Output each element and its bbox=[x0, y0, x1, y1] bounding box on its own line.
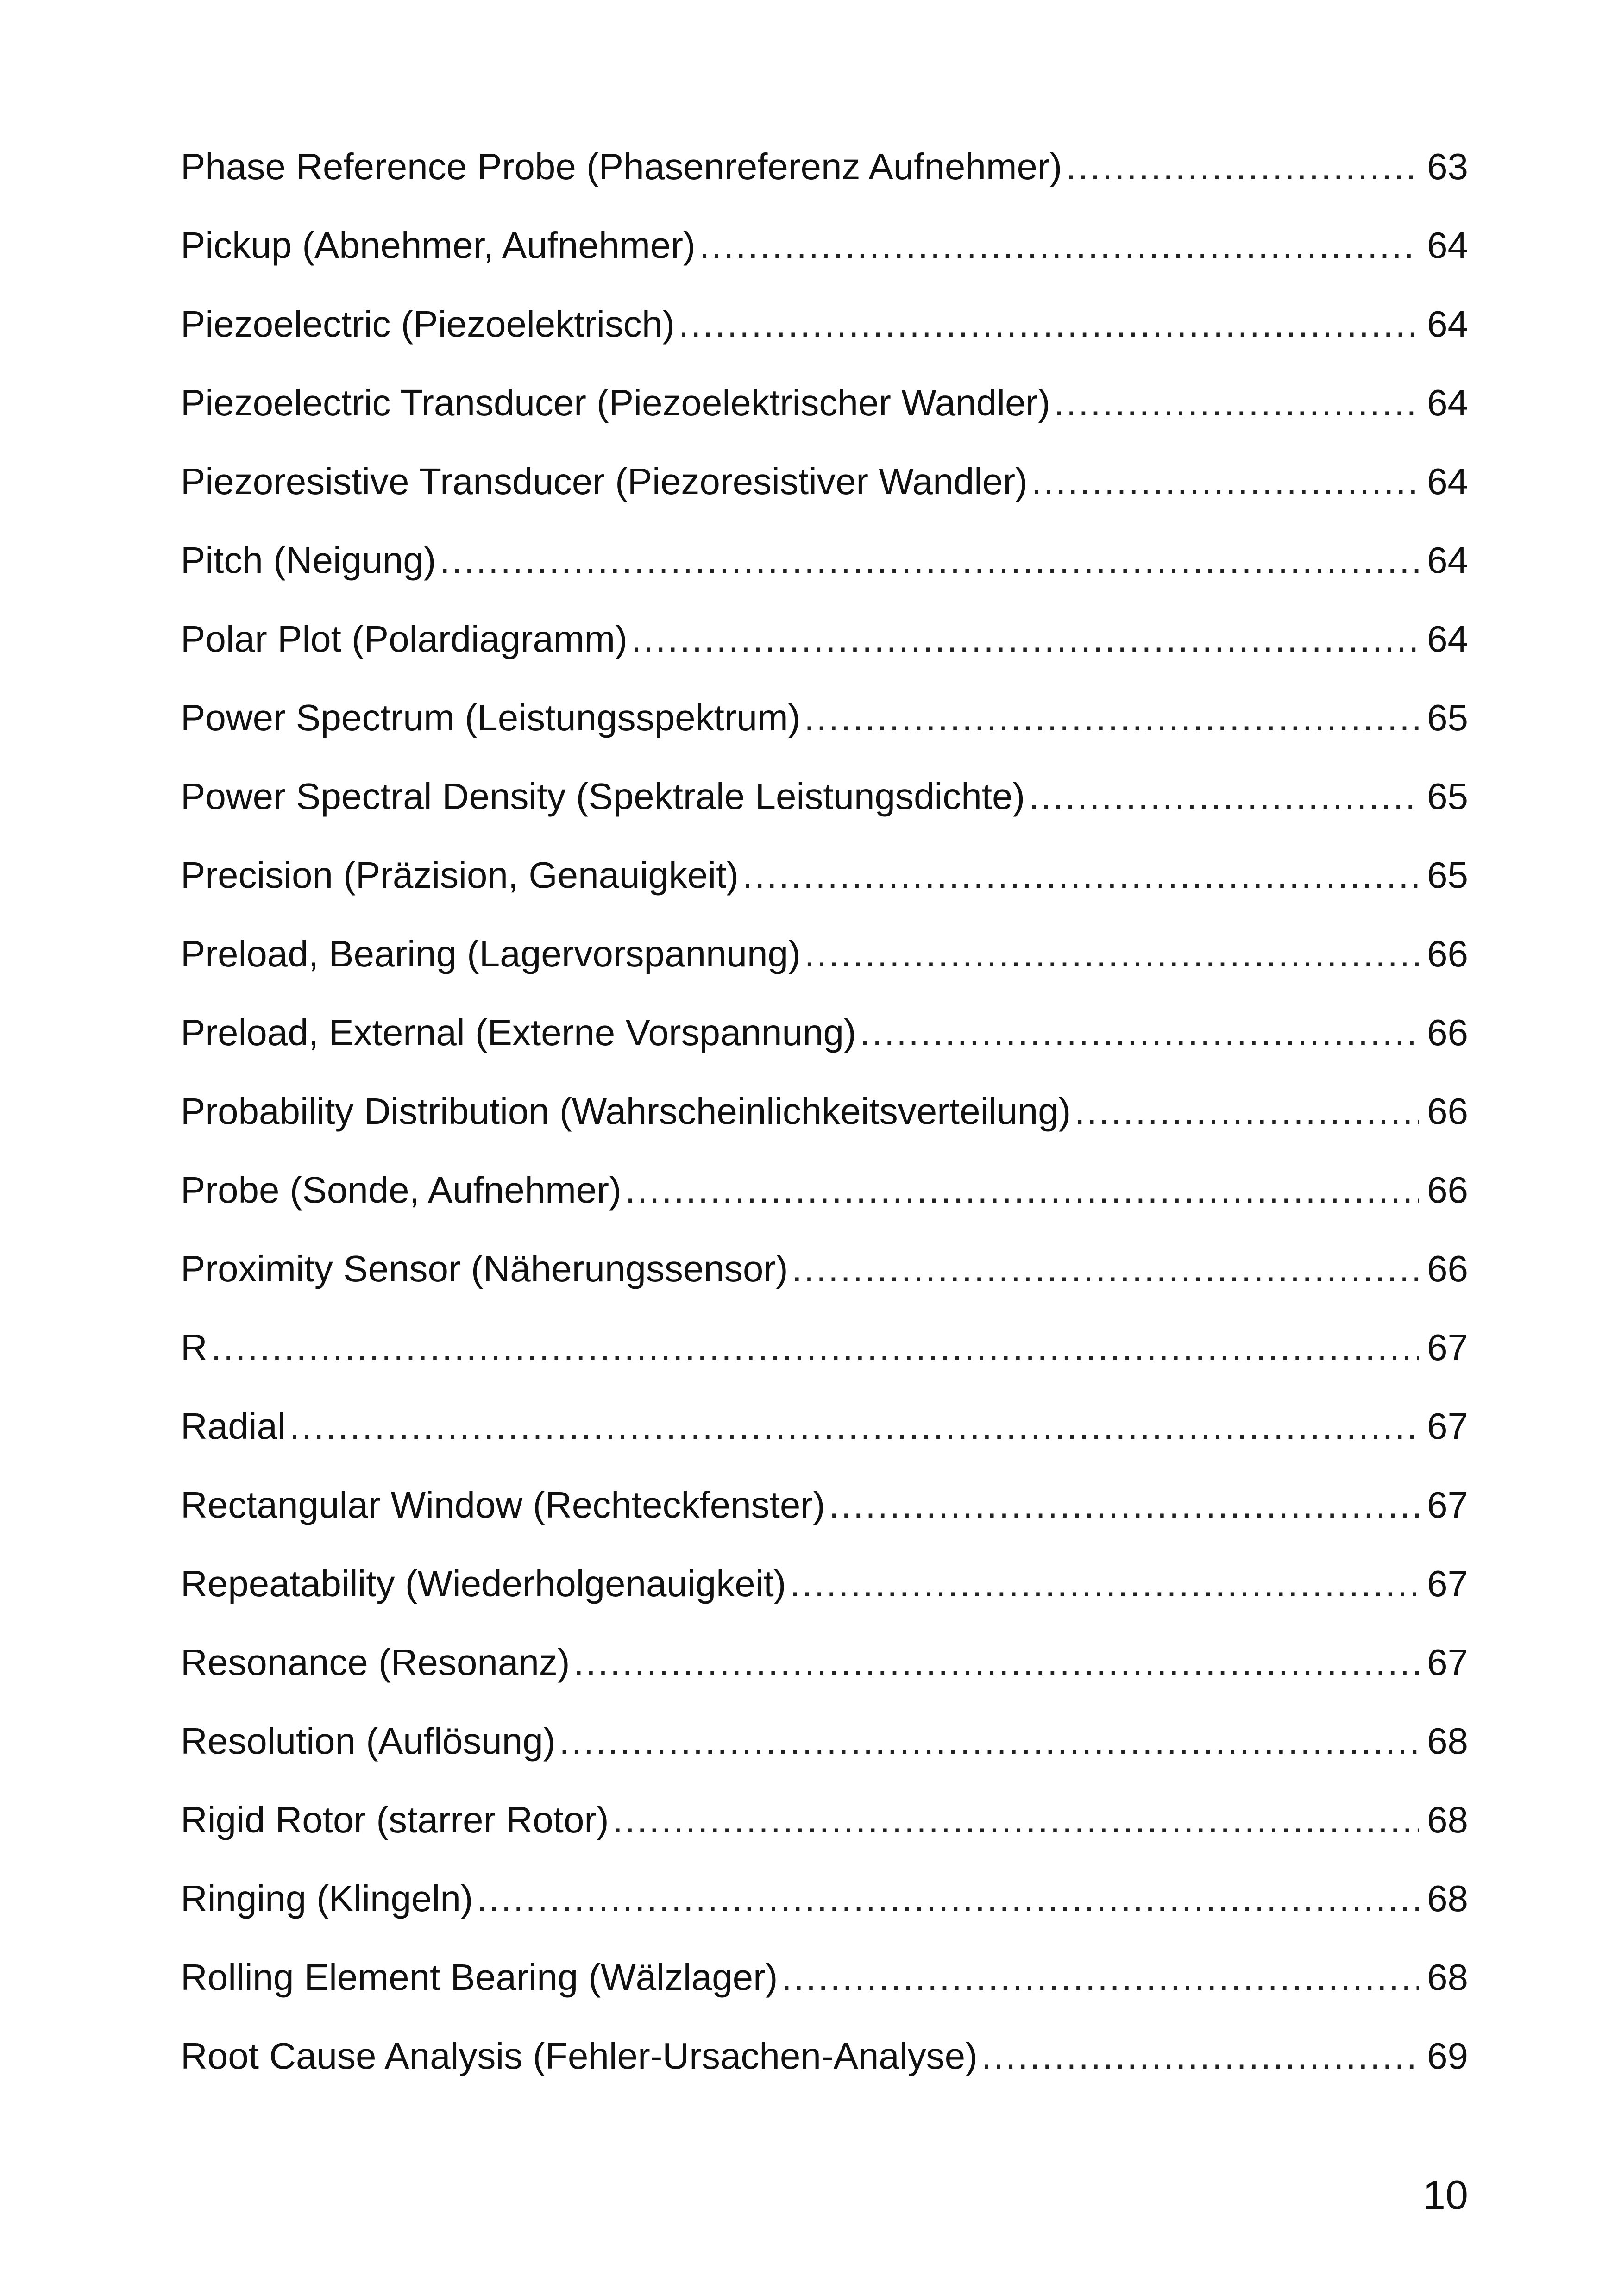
toc-entry-page: 64 bbox=[1427, 225, 1468, 266]
toc-entry[interactable] bbox=[181, 1151, 1468, 1230]
toc-entry-title: Polar Plot (Polardiagramm) bbox=[181, 618, 628, 659]
toc-dot-leader bbox=[790, 1544, 1419, 1623]
toc-dot-leader bbox=[679, 285, 1419, 364]
toc-entry[interactable] bbox=[181, 364, 1468, 442]
toc-entry[interactable] bbox=[181, 1702, 1468, 1781]
toc-dot-leader bbox=[1074, 1072, 1419, 1151]
toc-entry[interactable] bbox=[181, 757, 1468, 836]
toc-entry-page: 64 bbox=[1427, 618, 1468, 659]
toc-entry-title: Resonance (Resonanz) bbox=[181, 1642, 570, 1683]
toc-entry-page: 65 bbox=[1427, 697, 1468, 738]
toc-entry-title: Rolling Element Bearing (Wälzlager) bbox=[181, 1957, 778, 1998]
toc-dot-leader bbox=[440, 521, 1419, 600]
toc-entry-title: Phase Reference Probe (Phasenreferenz Aufnehmer) bbox=[181, 146, 1062, 187]
toc-entry-title: Piezoresistive Transducer (Piezoresistiver Wandler) bbox=[181, 461, 1028, 502]
toc-dot-leader bbox=[1031, 442, 1419, 521]
toc-entry[interactable] bbox=[181, 206, 1468, 285]
toc-entry-page: 67 bbox=[1427, 1484, 1468, 1525]
toc-dot-leader bbox=[1054, 364, 1419, 442]
toc-entry[interactable] bbox=[181, 1072, 1468, 1151]
toc-entry-title: Piezoelectric (Piezoelektrisch) bbox=[181, 303, 675, 345]
toc-entry[interactable] bbox=[181, 285, 1468, 364]
toc-dot-leader bbox=[981, 2017, 1419, 2095]
table-of-contents bbox=[181, 127, 1468, 2095]
toc-entry-title: Rigid Rotor (starrer Rotor) bbox=[181, 1799, 609, 1840]
toc-dot-leader bbox=[477, 1859, 1419, 1938]
toc-entry-title: Resolution (Auflösung) bbox=[181, 1720, 556, 1762]
toc-entry[interactable] bbox=[181, 1466, 1468, 1544]
toc-entry-page: 68 bbox=[1427, 1878, 1468, 1919]
toc-entry-title: Probability Distribution (Wahrscheinlichkeitsverteilung) bbox=[181, 1091, 1071, 1132]
toc-entry-title: Piezoelectric Transducer (Piezoelektrischer Wandler) bbox=[181, 382, 1050, 423]
toc-entry-page: 66 bbox=[1427, 1248, 1468, 1289]
toc-entry-page: 66 bbox=[1427, 1012, 1468, 1053]
toc-entry-title: Rectangular Window (Rechteckfenster) bbox=[181, 1484, 825, 1525]
toc-entry[interactable] bbox=[181, 1387, 1468, 1466]
toc-entry-page: 67 bbox=[1427, 1327, 1468, 1368]
toc-entry-page: 66 bbox=[1427, 1169, 1468, 1211]
toc-entry-page: 64 bbox=[1427, 382, 1468, 423]
toc-entry-title: Radial bbox=[181, 1405, 286, 1447]
toc-entry-page: 68 bbox=[1427, 1720, 1468, 1762]
toc-dot-leader bbox=[573, 1623, 1419, 1702]
toc-entry-title: Preload, Bearing (Lagervorspannung) bbox=[181, 933, 801, 974]
toc-dot-leader bbox=[1029, 757, 1419, 836]
toc-entry[interactable] bbox=[181, 1623, 1468, 1702]
toc-dot-leader bbox=[625, 1151, 1419, 1230]
toc-entry[interactable] bbox=[181, 836, 1468, 915]
toc-entry-page: 66 bbox=[1427, 1091, 1468, 1132]
toc-entry-page: 66 bbox=[1427, 933, 1468, 974]
toc-entry[interactable] bbox=[181, 2017, 1468, 2095]
toc-entry[interactable] bbox=[181, 678, 1468, 757]
toc-entry-title: Power Spectrum (Leistungsspektrum) bbox=[181, 697, 801, 738]
toc-dot-leader bbox=[631, 600, 1419, 678]
toc-entry-title: R bbox=[181, 1327, 207, 1368]
toc-entry[interactable] bbox=[181, 442, 1468, 521]
page-number: 10 bbox=[1423, 2172, 1468, 2218]
toc-entry-page: 64 bbox=[1427, 461, 1468, 502]
toc-entry-page: 64 bbox=[1427, 539, 1468, 581]
toc-entry-title: Preload, External (Externe Vorspannung) bbox=[181, 1012, 856, 1053]
toc-entry-page: 63 bbox=[1427, 146, 1468, 187]
toc-entry[interactable] bbox=[181, 1308, 1468, 1387]
toc-dot-leader bbox=[211, 1308, 1419, 1387]
toc-dot-leader bbox=[792, 1230, 1419, 1308]
toc-entry[interactable] bbox=[181, 1938, 1468, 2017]
toc-entry[interactable] bbox=[181, 600, 1468, 678]
toc-entry-page: 67 bbox=[1427, 1563, 1468, 1604]
toc-entry[interactable] bbox=[181, 915, 1468, 993]
toc-dot-leader bbox=[742, 836, 1419, 915]
toc-dot-leader bbox=[699, 206, 1419, 285]
toc-entry-title: Proximity Sensor (Näherungssensor) bbox=[181, 1248, 788, 1289]
toc-entry[interactable] bbox=[181, 1859, 1468, 1938]
toc-entry[interactable] bbox=[181, 993, 1468, 1072]
toc-entry-page: 64 bbox=[1427, 303, 1468, 345]
toc-dot-leader bbox=[781, 1938, 1419, 2017]
toc-dot-leader bbox=[804, 915, 1419, 993]
toc-entry-page: 69 bbox=[1427, 2035, 1468, 2076]
toc-dot-leader bbox=[860, 993, 1419, 1072]
toc-dot-leader bbox=[289, 1387, 1419, 1466]
toc-entry[interactable] bbox=[181, 1230, 1468, 1308]
toc-entry-title: Precision (Präzision, Genauigkeit) bbox=[181, 854, 739, 896]
toc-entry-title: Power Spectral Density (Spektrale Leistungsdichte) bbox=[181, 776, 1025, 817]
toc-entry-page: 68 bbox=[1427, 1799, 1468, 1840]
toc-entry-title: Pitch (Neigung) bbox=[181, 539, 436, 581]
toc-entry[interactable] bbox=[181, 1544, 1468, 1623]
toc-dot-leader bbox=[804, 678, 1419, 757]
toc-entry-page: 65 bbox=[1427, 854, 1468, 896]
toc-dot-leader bbox=[559, 1702, 1419, 1781]
toc-entry-title: Ringing (Klingeln) bbox=[181, 1878, 473, 1919]
toc-entry-title: Repeatability (Wiederholgenauigkeit) bbox=[181, 1563, 786, 1604]
toc-entry-title: Root Cause Analysis (Fehler-Ursachen-Analyse) bbox=[181, 2035, 978, 2076]
toc-entry-page: 67 bbox=[1427, 1405, 1468, 1447]
toc-entry[interactable] bbox=[181, 127, 1468, 206]
toc-dot-leader bbox=[1066, 127, 1419, 206]
toc-entry[interactable] bbox=[181, 521, 1468, 600]
toc-entry-title: Probe (Sonde, Aufnehmer) bbox=[181, 1169, 622, 1211]
toc-entry-page: 67 bbox=[1427, 1642, 1468, 1683]
toc-entry-page: 65 bbox=[1427, 776, 1468, 817]
toc-dot-leader bbox=[829, 1466, 1419, 1544]
toc-entry-title: Pickup (Abnehmer, Aufnehmer) bbox=[181, 225, 696, 266]
toc-entry-page: 68 bbox=[1427, 1957, 1468, 1998]
toc-dot-leader bbox=[613, 1781, 1419, 1859]
toc-entry[interactable] bbox=[181, 1781, 1468, 1859]
